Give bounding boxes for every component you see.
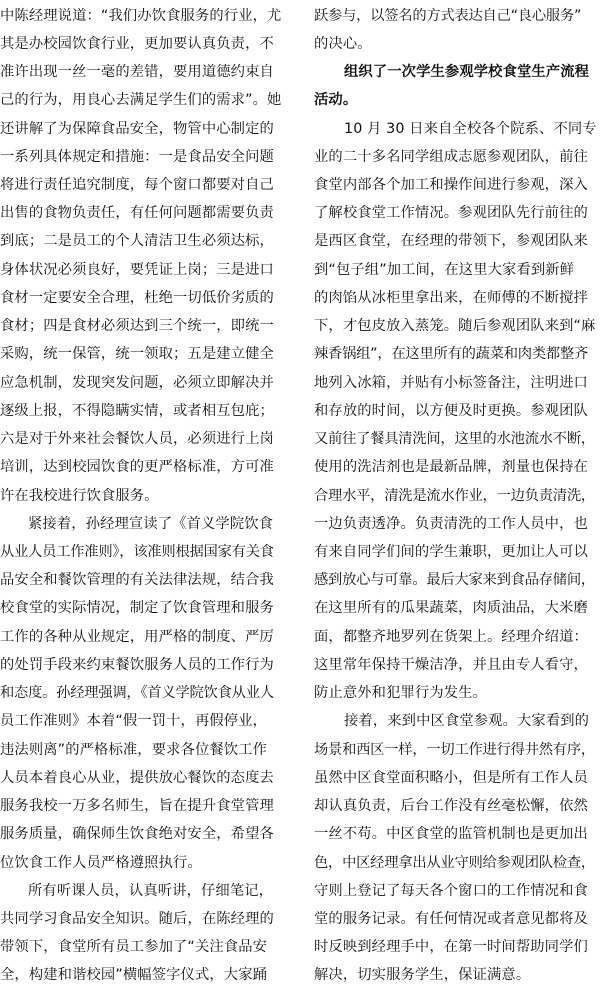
text-line: 守则上登记了每天各个窗口的工作情况和食 (314, 883, 588, 899)
text-line: 这里常年保持干燥洁净，并且由专人看守， (314, 657, 588, 673)
text-line: 食材一定要安全合理，杜绝一切低价劣质的 (0, 290, 274, 306)
paragraph-start-line: 接着，来到中区食堂参观。大家看到的 (344, 713, 590, 729)
text-line: 身体状况必须良好，要凭证上岗；三是进口 (0, 262, 274, 278)
text-line: 防止意外和犯罪行为发生。 (314, 685, 488, 701)
text-line: 跃参与，以签名的方式表达自己“良心服务” (314, 8, 582, 24)
text-line: 到“包子组”加工间，在这里大家看到新鲜 (314, 262, 575, 278)
text-line: 中陈经理说道：“我们办饮食服务的行业，尤 (0, 8, 282, 24)
text-line: 员工作准则》本着“假一罚十，再假停业， (0, 713, 268, 729)
text-line: 和态度。孙经理强调，《首义学院饮食从业人 (0, 685, 274, 701)
text-line: 的决心。 (314, 36, 372, 52)
paragraph-start-line: 10 月 30 日来自全校各个院系、不同专 (344, 121, 597, 137)
text-line: 感到放心与可靠。最后大家来到食品存储间， (314, 572, 595, 588)
text-line: 场景和西区一样，一切工作进行得井然有序， (314, 742, 595, 758)
text-line: 共同学习食品安全知识。随后，在陈经理的 (0, 911, 274, 927)
text-line: 培训，达到校园饮食的更严格标准，方可准 (0, 459, 274, 475)
text-line: 从业人员工作准则》，该准则根据国家有关食 (0, 544, 274, 560)
text-line: 面，都整齐地罗列在货架上。经理介绍道： (314, 629, 588, 645)
text-line: 辣香锅组”，在这里所有的蔬菜和肉类都整齐 (314, 346, 589, 362)
text-line: 到底；二是员工的个人清洁卫生必须达标， (0, 233, 274, 249)
text-line: 是西区食堂，在经理的带领下，参观团队来 (314, 233, 588, 249)
text-line: 的肉馅从冰柜里拿出来，在师傅的不断搅拌 (314, 290, 588, 306)
text-line: 工作的各种从业规定，用严格的制度、严厉 (0, 629, 274, 645)
text-line: 校食堂的实际情况，制定了饮食管理和服务 (0, 600, 274, 616)
section-heading: 组织了一次学生参观学校食堂生产流程 (344, 64, 590, 80)
text-line: 时反映到经理手中，在第一时间帮助同学们 (314, 939, 588, 955)
text-line: 许在我校进行饮食服务。 (0, 488, 159, 504)
text-line: 食材；四是食材必须达到三个统一，即统一 (0, 318, 274, 334)
text-line: 己的行为，用良心去满足学生们的需求”。她 (0, 92, 282, 108)
text-line: 使用的洗洁剂也是最新品牌，剂量也保持在 (314, 459, 588, 475)
text-line: 色，中区经理拿出从业守则给参观团队检查， (314, 855, 595, 871)
text-line: 服务质量，确保师生饮食绝对安全，希望各 (0, 826, 274, 842)
text-line: 堂的服务记录。有任何情况或者意见都将及 (314, 911, 588, 927)
text-line: 却认真负责，后台工作没有丝毫松懈，依然 (314, 798, 588, 814)
text-line: 品安全和餐饮管理的有关法律法规，结合我 (0, 572, 274, 588)
text-line: 有来自同学们间的学生兼职，更加让人可以 (314, 544, 588, 560)
text-line: 了解校食堂工作情况。参观团队先行前往的 (314, 205, 588, 221)
text-line: 全，构建和谐校园”横幅签字仪式，大家踊 (0, 967, 268, 983)
text-line: 食堂内部各个加工和操作间进行参观，深入 (314, 177, 588, 193)
text-line: 人员本着良心从业，提供放心餐饮的态度去 (0, 770, 274, 786)
section-heading-continued: 活动。 (314, 92, 358, 108)
text-line: 又前往了餐具清洗间，这里的水池流水不断， (314, 431, 595, 447)
text-line: 应急机制，发现突发问题，必须立即解决并 (0, 375, 274, 391)
text-line: 违法则离”的严格标准，要求各位餐饮工作 (0, 742, 268, 758)
text-line: 和存放的时间，以方便及时更换。参观团队 (314, 403, 588, 419)
text-line: 出售的食物负责任，有任何问题都需要负责 (0, 205, 274, 221)
text-line: 一丝不苟。中区食堂的监管机制也是更加出 (314, 826, 588, 842)
text-line: 还讲解了为保障食品安全，物管中心制定的 (0, 121, 274, 137)
text-line: 准许出现一丝一毫的差错，要用道德约束自 (0, 64, 274, 80)
text-line: 逐级上报，不得隐瞒实情，或者相互包庇； (0, 403, 274, 419)
paragraph-start-line: 紧接着，孙经理宣读了《首义学院饮食 (28, 516, 274, 532)
text-line: 一系列具体规定和措施：一是食品安全问题 (0, 149, 274, 165)
text-line: 其是办校园饮食行业，更加要认真负责，不 (0, 36, 274, 52)
text-line: 将进行责任追究制度，每个窗口都要对自己 (0, 177, 274, 193)
text-line: 合理水平，清洗是流水作业，一边负责清洗， (314, 488, 595, 504)
text-line: 业的二十多名同学组成志愿参观团队，前往 (314, 149, 588, 165)
text-line: 六是对于外来社会餐饮人员，必须进行上岗 (0, 431, 274, 447)
text-line: 的处罚手段来约束餐饮服务人员的工作行为 (0, 657, 274, 673)
text-line: 位饮食工作人员严格遵照执行。 (0, 855, 202, 871)
paragraph-start-line: 所有听课人员，认真听讲，仔细笔记， (28, 883, 274, 899)
text-line: 在这里所有的瓜果蔬菜，肉质油品，大米磨 (314, 600, 588, 616)
text-line: 服务我校一万多名师生，旨在提升食堂管理 (0, 798, 274, 814)
text-line: 解决，切实服务学生，保证满意。 (314, 967, 531, 983)
text-line: 采购，统一保管，统一领取；五是建立健全 (0, 346, 274, 362)
text-line: 虽然中区食堂面积略小，但是所有工作人员 (314, 770, 588, 786)
text-line: 一边负责透净。负责清洗的工作人员中，也 (314, 516, 588, 532)
text-line: 带领下，食堂所有员工参加了“关注食品安 (0, 939, 268, 955)
text-line: 下，才包皮放入蒸笼。随后参观团队来到“麻 (314, 318, 596, 334)
text-line: 地列入冰箱，并贴有小标签备注，注明进口 (314, 375, 588, 391)
